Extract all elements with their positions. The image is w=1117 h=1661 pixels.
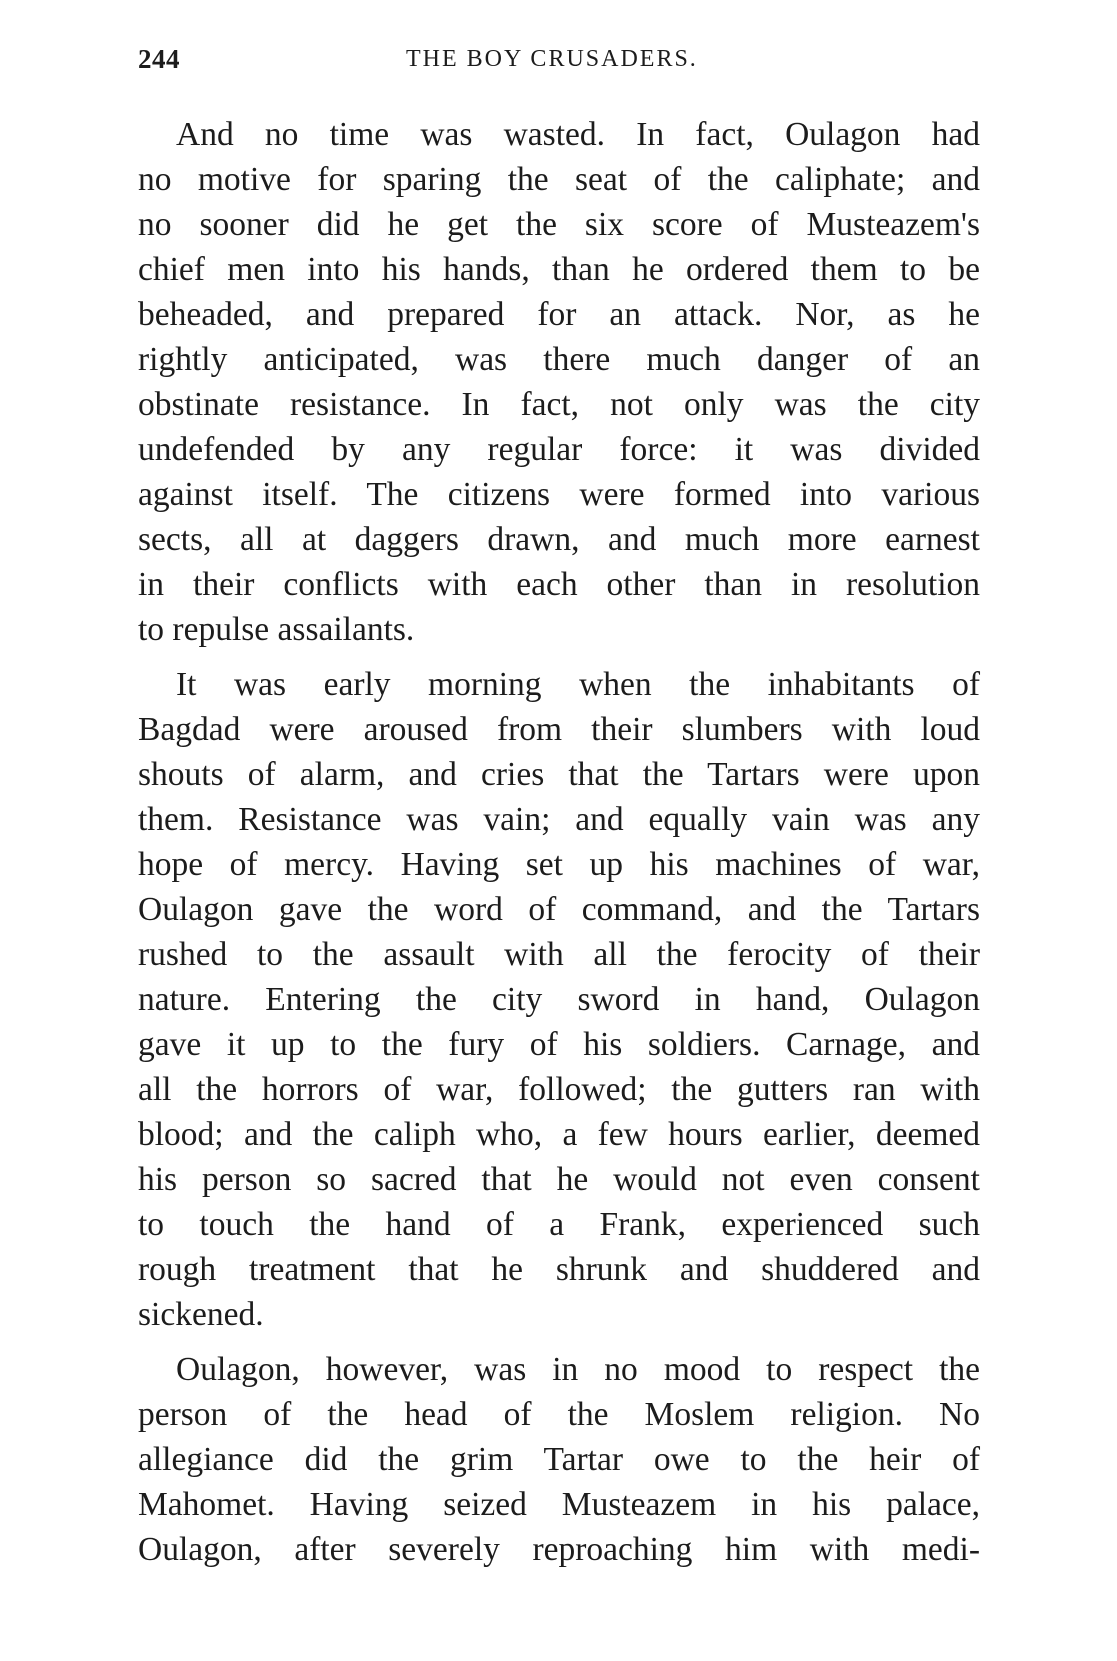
text-line: rightly anticipated, was there much danger of an xyxy=(138,341,980,378)
text-line: blood; and the caliph who, a few hours earlier, deemed xyxy=(138,1116,980,1153)
text-line: all the horrors of war, followed; the gutters ran with xyxy=(138,1071,980,1108)
text-line: his person so sacred that he would not even consent xyxy=(138,1161,980,1198)
text-line: to repulse assailants. xyxy=(138,611,415,648)
text-line: It was early morning when the inhabitants of xyxy=(176,666,980,703)
text-line: to touch the hand of a Frank, experienced such xyxy=(138,1206,980,1243)
text-line: undefended by any regular force: it was divided xyxy=(138,431,980,468)
text-line: hope of mercy. Having set up his machines of war, xyxy=(138,846,980,883)
paragraph-2 xyxy=(138,662,980,1337)
text-line: chief men into his hands, than he ordered them to be xyxy=(138,251,980,288)
text-line: Oulagon, however, was in no mood to respect the xyxy=(176,1351,980,1388)
text-line: And no time was wasted. In fact, Oulagon had xyxy=(176,116,980,153)
text-line: rushed to the assault with all the ferocity of their xyxy=(138,936,980,973)
text-line: rough treatment that he shrunk and shuddered and xyxy=(138,1251,980,1288)
text-line: Oulagon, after severely reproaching him with medi- xyxy=(138,1531,980,1568)
text-line: gave it up to the fury of his soldiers. Carnage, and xyxy=(138,1026,980,1063)
running-title: THE BOY CRUSADERS. xyxy=(406,46,698,72)
text-line: against itself. The citizens were formed into various xyxy=(138,476,980,513)
paragraph-3 xyxy=(138,1347,980,1572)
page-number: 244 xyxy=(138,44,180,74)
text-line: Bagdad were aroused from their slumbers with loud xyxy=(138,711,980,748)
text-line: no motive for sparing the seat of the caliphate; and xyxy=(138,161,980,198)
text-line: Mahomet. Having seized Musteazem in his palace, xyxy=(138,1486,980,1523)
text-line: in their conflicts with each other than in resolution xyxy=(138,566,980,603)
text-line: Oulagon gave the word of command, and the Tartars xyxy=(138,891,980,928)
running-head xyxy=(138,44,978,84)
paragraph-1 xyxy=(138,112,980,652)
text-line: nature. Entering the city sword in hand, Oulagon xyxy=(138,981,980,1018)
text-line: sects, all at daggers drawn, and much more earnest xyxy=(138,521,980,558)
body-text xyxy=(138,112,980,1572)
text-line: shouts of alarm, and cries that the Tartars were upon xyxy=(138,756,980,793)
text-line: allegiance did the grim Tartar owe to the heir of xyxy=(138,1441,980,1478)
text-line: them. Resistance was vain; and equally vain was any xyxy=(138,801,980,838)
text-line: sickened. xyxy=(138,1296,264,1333)
text-line: person of the head of the Moslem religion. No xyxy=(138,1396,980,1433)
text-line: beheaded, and prepared for an attack. Nor, as he xyxy=(138,296,980,333)
text-line: no sooner did he get the six score of Musteazem's xyxy=(138,206,980,243)
text-line: obstinate resistance. In fact, not only was the city xyxy=(138,386,980,423)
